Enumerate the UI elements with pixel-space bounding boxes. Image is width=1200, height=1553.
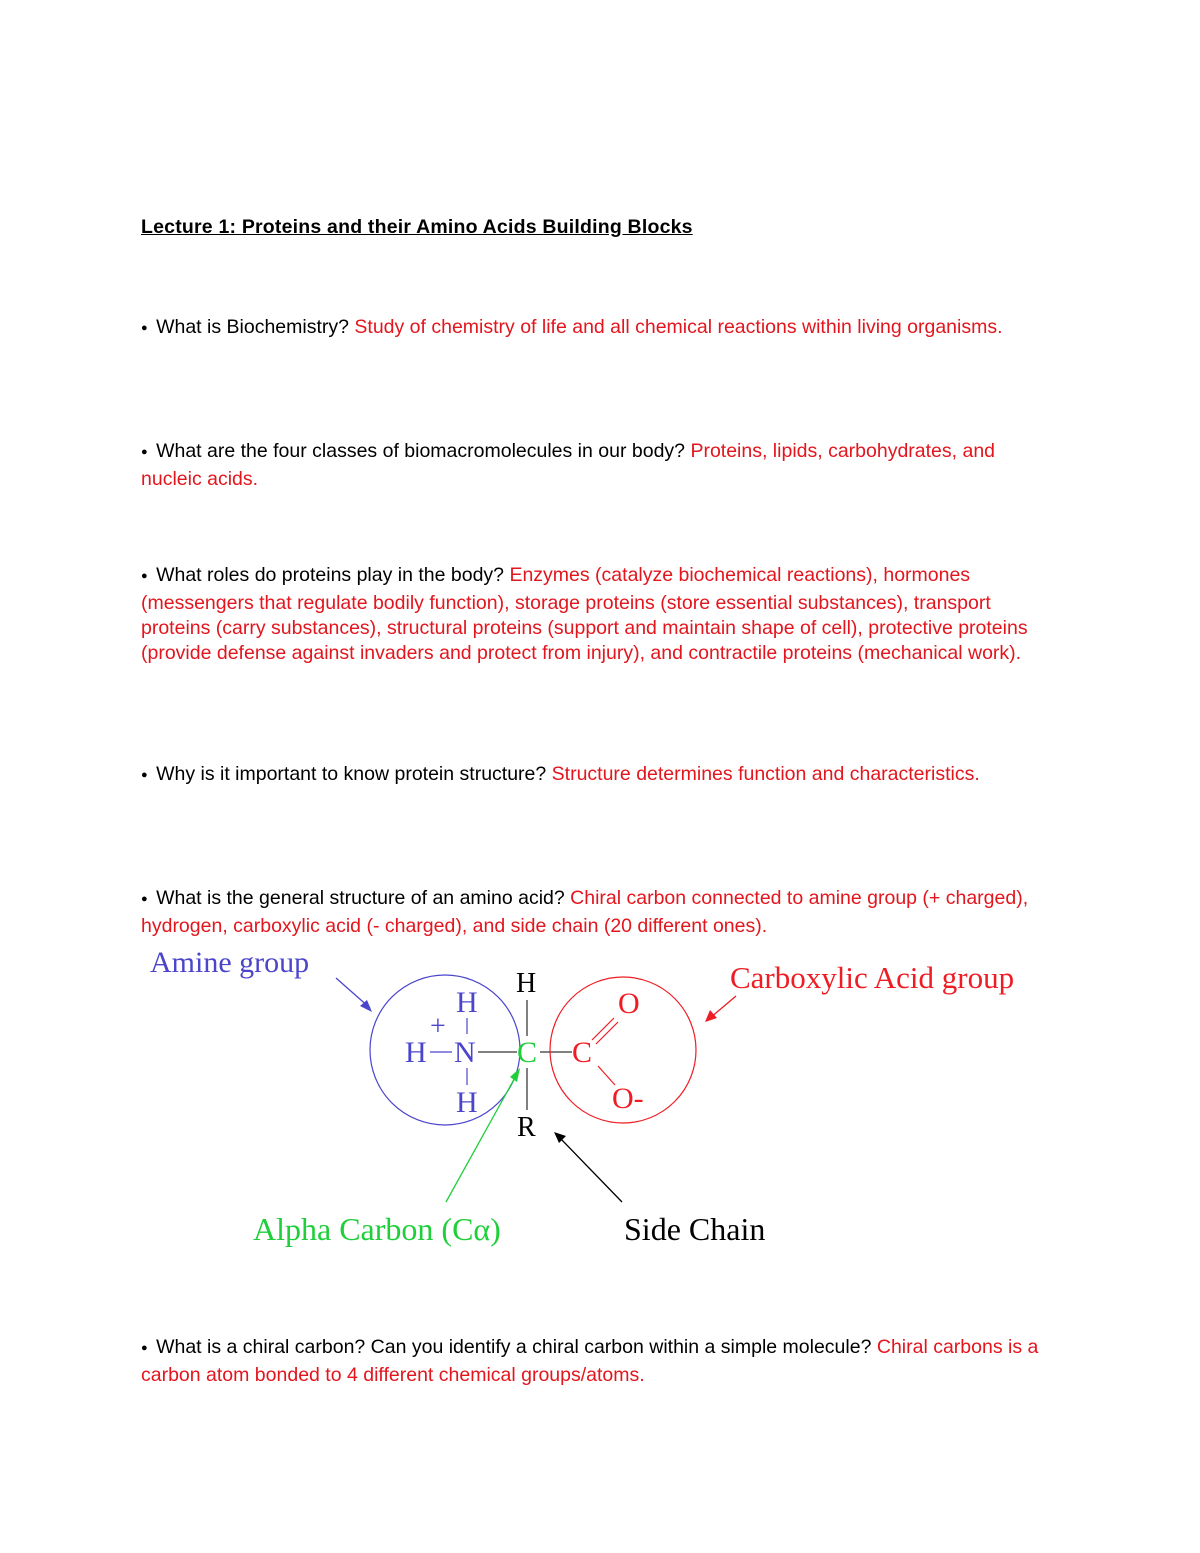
qa-item-biomacromolecules (141, 439, 1061, 492)
amine-h-top: H (456, 986, 478, 1019)
carboxyl-carbon: C (572, 1036, 593, 1069)
page-title: Lecture 1: Proteins and their Amino Acids Building Blocks (141, 216, 693, 238)
question-text: What is a chiral carbon? Can you identify a chiral carbon within a simple molecule? (156, 1336, 872, 1358)
amine-circle (370, 975, 520, 1125)
answer-text: Proteins, lipids, carbohydrates, and nucleic acids. (141, 440, 996, 490)
carboxyl-arrowhead (705, 1010, 717, 1022)
bullet-icon: ● (141, 446, 148, 458)
bullet-icon: ● (141, 322, 148, 334)
amine-group-label: Amine group (150, 946, 310, 979)
bullet-icon: ● (141, 1342, 148, 1354)
answer-text: Chiral carbons is a carbon atom bonded to 4 different chemical groups/atoms. (141, 1336, 1039, 1386)
answer-text: Study of chemistry of life and all chemical reactions within living organisms. (354, 316, 1003, 338)
qa-item-biochemistry (141, 315, 1061, 343)
qa-item-protein-roles (141, 563, 1061, 666)
amine-arrowhead (360, 1000, 372, 1012)
alpha-carbon-arrowhead (510, 1068, 520, 1082)
amino-acid-diagram (140, 940, 1060, 1260)
oxygen-minus: O- (612, 1082, 644, 1115)
question-text: What roles do proteins play in the body? (156, 564, 505, 586)
calpha-h-top: H (516, 968, 537, 999)
question-text: What is Biochemistry? (156, 316, 349, 338)
answer-text: Chiral carbon connected to amine group (+ charged), hydrogen, carboxylic acid (- charged), and side chain (20 different ones). (141, 887, 1029, 937)
carboxylic-group-label: Carboxylic Acid group (730, 960, 1015, 995)
answer-text: Structure determines function and characteristics. (551, 763, 980, 785)
qa-item-amino-acid-structure (141, 886, 1061, 939)
qa-item-protein-structure (141, 762, 1061, 790)
side-chain-arrowhead (554, 1132, 566, 1143)
side-chain-r: R (517, 1112, 536, 1143)
amine-h-bottom: H (456, 1086, 478, 1119)
bullet-icon: ● (141, 769, 148, 781)
side-chain-arrow (560, 1138, 622, 1202)
amine-h-left: H (405, 1036, 427, 1069)
qa-item-chiral-carbon (141, 1335, 1061, 1388)
question-text: What is the general structure of an amino acid? (156, 887, 565, 909)
bullet-icon: ● (141, 893, 148, 905)
question-text: Why is it important to know protein structure? (156, 763, 547, 785)
side-chain-label: Side Chain (624, 1211, 766, 1247)
bullet-icon: ● (141, 570, 148, 582)
amine-plus: + (430, 1011, 446, 1042)
oxygen-double: O (618, 987, 640, 1020)
nitrogen-atom: N (454, 1036, 476, 1069)
amino-acid-svg (140, 940, 1060, 1260)
answer-text: Enzymes (catalyze biochemical reactions), hormones (messengers that regulate bodily function), storage proteins (store essential substances), transport proteins (carry substances), structural proteins (support and maintain shape of cell), protective proteins (provide defense against invaders and protect from injury), and contractile proteins (mechanical work). (141, 564, 1028, 664)
alpha-carbon-atom: C (517, 1036, 538, 1069)
question-text: What are the four classes of biomacromolecules in our body? (156, 440, 686, 462)
alpha-carbon-label: Alpha Carbon (Cα) (253, 1211, 501, 1247)
